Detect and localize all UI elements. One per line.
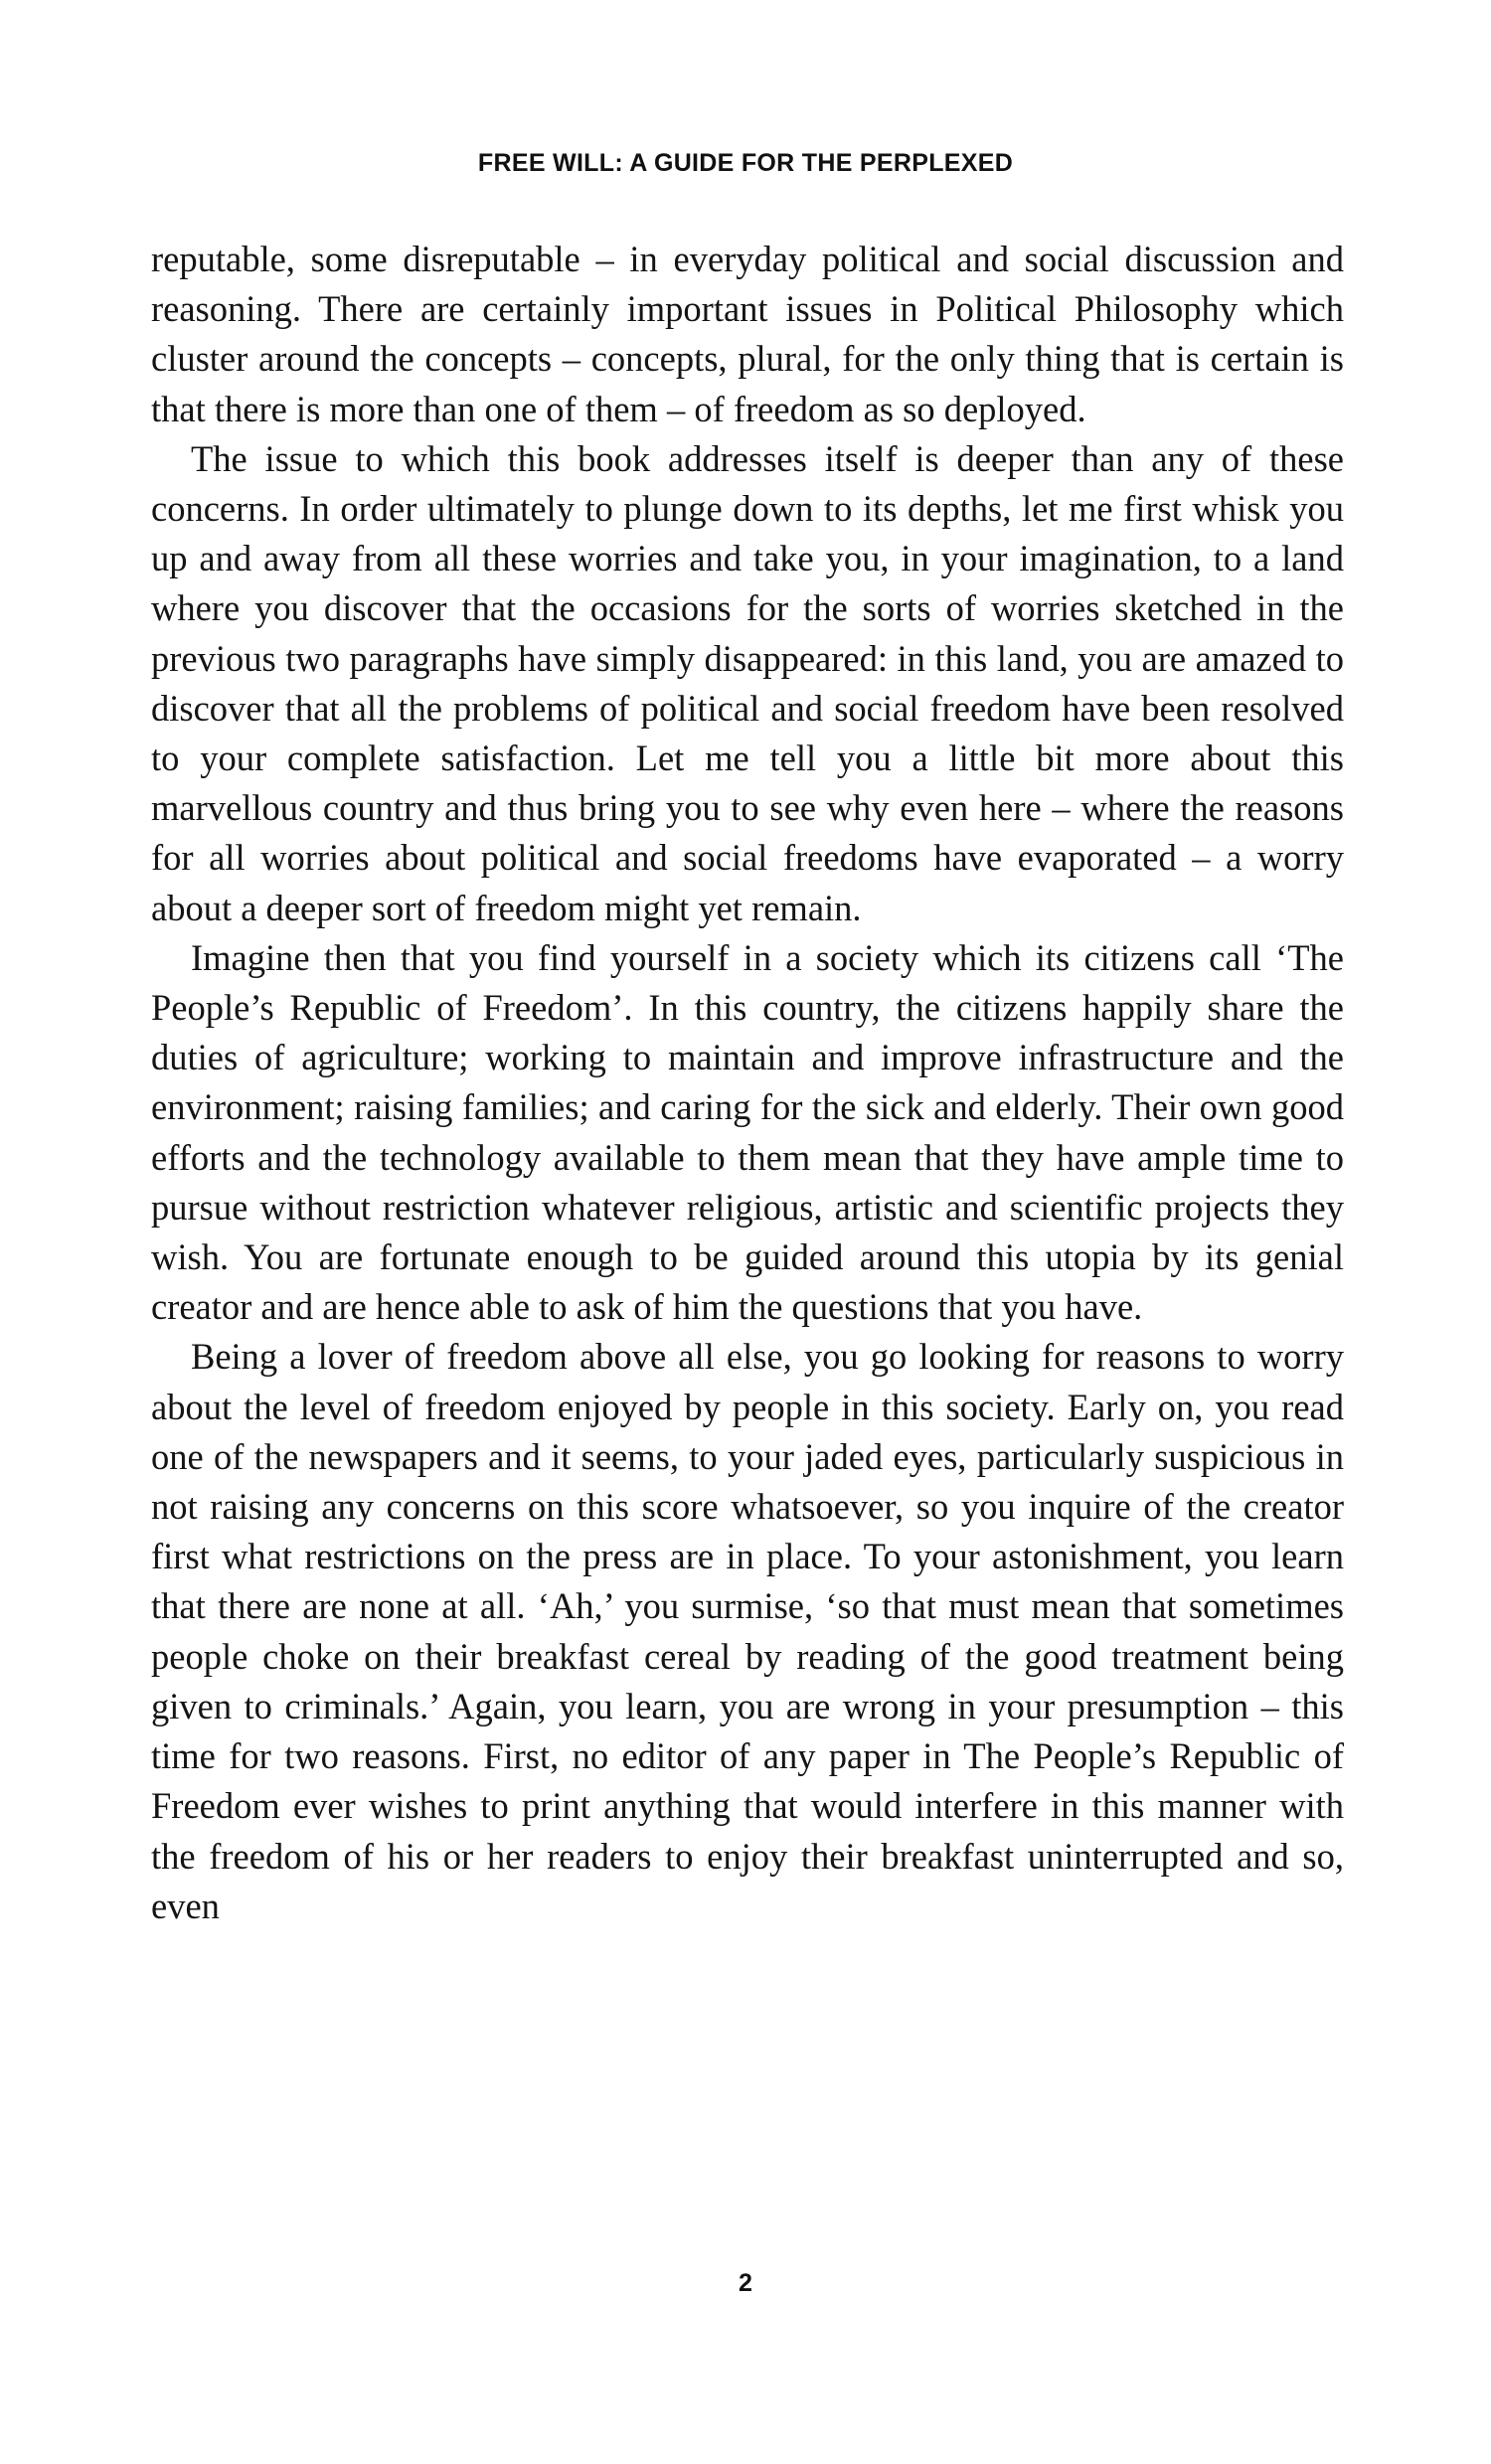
paragraph: The issue to which this book addresses itself is deeper than any of these concerns. In order ultimately to plunge down to its depths, let me first whisk you up and away from all these worries and take you, in your imagination, to a land where you discover that the occasions for the sorts of worries sketched in the previous two paragraphs have simply disappeared: in this land, you are amazed to discover that all the problems of political and social freedom have been resolved to your complete satisfaction. Let me tell you a little bit more about this marvellous country and thus bring you to see why even here – where the reasons for all worries about political and social freedoms have evaporated – a worry about a deeper sort of freedom might yet remain.	[151, 437, 1344, 928]
paragraph: Imagine then that you find yourself in a society which its citizens call ‘The People’s Republic of Freedom’. In this country, the citizens happily share the duties of agriculture; working to maintain and improve infrastructure and the environment; raising families; and caring for the sick and elderly. Their own good efforts and the technology available to them mean that they have ample time to pursue without restriction whatever religious, artistic and scientific projects they wish. You are fortunate enough to be guided around this utopia by its genial creator and are hence able to ask of him the questions that you have.	[151, 936, 1344, 1328]
paragraph: Being a lover of freedom above all else, you go looking for reasons to worry about the level of freedom enjoyed by people in this society. Early on, you read one of the newspapers and it seems, to your jaded eyes, particularly suspicious in not raising any concerns on this score whatsoever, so you inquire of the creator first what restrictions on the press are in place. To your astonishment, you learn that there are none at all. ‘Ah,’ you surmise, ‘so that must mean that sometimes people choke on their breakfast cereal by reading of the good treatment being given to criminals.’ Again, you learn, you are wrong in your presumption – this time for two reasons. First, no editor of any paper in The People’s Republic of Freedom ever wishes to print anything that would interfere in this manner with the freedom of his or her readers to enjoy their breakfast uninterrupted and so, even	[151, 1336, 1344, 1926]
paragraph-continued: reputable, some disreputable – in everyday political and social discussion and reasoning. There are certainly important issues in Political Philosophy which cluster around the concepts – concepts, plural, for the only thing that is certain is that there is more than one of them – of freedom as so deployed.	[151, 239, 1344, 429]
body-text	[151, 235, 1344, 1931]
running-head: FREE WILL: A GUIDE FOR THE PERPLEXED	[477, 149, 1014, 177]
page-number: 2	[739, 2269, 752, 2297]
